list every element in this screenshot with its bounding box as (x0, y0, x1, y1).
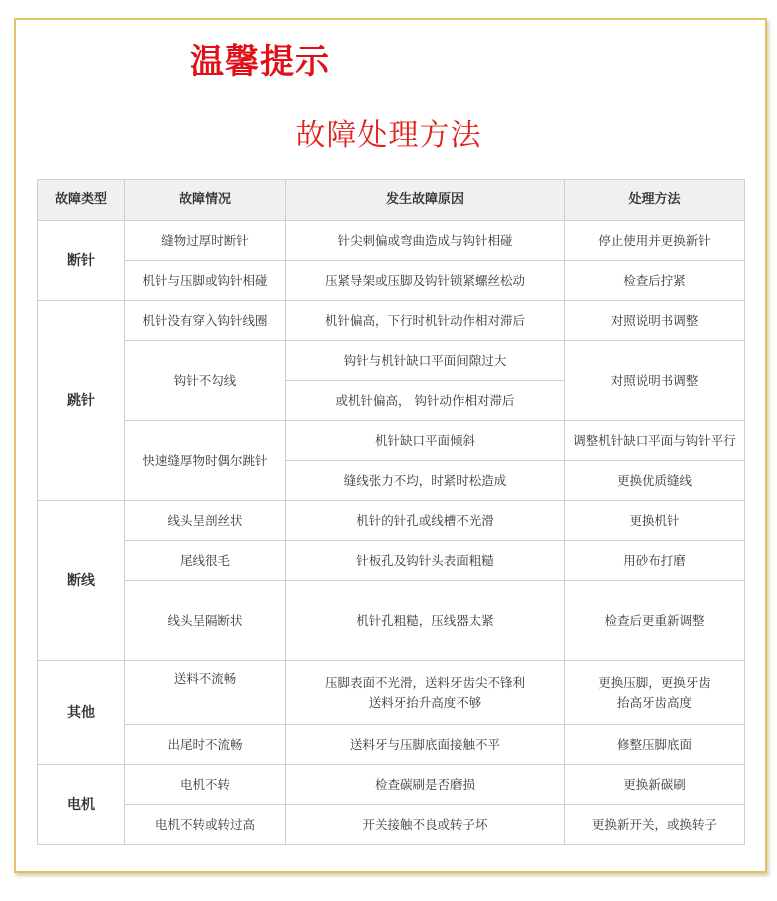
table-row (38, 581, 745, 661)
table-row (38, 341, 745, 381)
cause-cell: 缝线张力不均，时紧时松造成 (286, 461, 565, 501)
cause-cell: 针尖刺偏或弯曲造成与钩针相碰 (286, 221, 565, 261)
fix-cell: 停止使用并更换新针 (565, 221, 745, 261)
troubleshooting-table (37, 179, 745, 845)
situation-cell: 机针与压脚或钩针相碰 (125, 261, 286, 301)
cause-cell: 压紧导架或压脚及钩针锁紧螺丝松动 (286, 261, 565, 301)
type-cell: 其他 (38, 661, 125, 765)
cause-cell: 机针的针孔或线槽不光滑 (286, 501, 565, 541)
fix-cell: 对照说明书调整 (565, 341, 745, 421)
table-row (38, 805, 745, 845)
cause-cell: 机针缺口平面倾斜 (286, 421, 565, 461)
table-row (38, 541, 745, 581)
cause-cell (286, 661, 565, 725)
situation-cell: 尾线很毛 (125, 541, 286, 581)
notice-title: 温馨提示 (190, 42, 330, 82)
cause-cell: 开关接触不良或转子坏 (286, 805, 565, 845)
cause-cell: 钩针与机针缺口平面间隙过大 (286, 341, 565, 381)
type-cell: 断线 (38, 501, 125, 661)
fix-cell: 用砂布打磨 (565, 541, 745, 581)
table-header-row (38, 180, 745, 221)
situation-cell: 缝物过厚时断针 (125, 221, 286, 261)
situation-cell: 快速缝厚物时偶尔跳针 (125, 421, 286, 501)
cause-cell: 送料牙与压脚底面接触不平 (286, 725, 565, 765)
cause-cell: 或机针偏高， 钩针动作相对滞后 (286, 381, 565, 421)
situation-cell: 线头呈剖丝状 (125, 501, 286, 541)
fix-cell: 更换优质缝线 (565, 461, 745, 501)
header-fault-cause: 发生故障原因 (286, 180, 565, 221)
fix-cell (565, 661, 745, 725)
cause-line: 压脚表面不光滑，送料牙齿尖不锋利 (324, 674, 525, 690)
fix-cell: 更换机针 (565, 501, 745, 541)
table-row (38, 501, 745, 541)
cause-cell: 检查碳刷是否磨损 (286, 765, 565, 805)
section-title: 故障处理方法 (295, 118, 482, 153)
type-cell: 跳针 (38, 301, 125, 501)
fix-cell: 修整压脚底面 (565, 725, 745, 765)
situation-cell: 机针没有穿入钩针线圈 (125, 301, 286, 341)
cause-cell: 机针孔粗糙，压线器太紧 (286, 581, 565, 661)
cause-cell: 机针偏高，下行时机针动作相对滞后 (286, 301, 565, 341)
fix-line: 更换压脚，更换牙齿 (598, 674, 711, 690)
table-row (38, 261, 745, 301)
table-row (38, 765, 745, 805)
situation-cell: 线头呈隔断状 (125, 581, 286, 661)
fix-cell: 检查后更重新调整 (565, 581, 745, 661)
fix-cell: 调整机针缺口平面与钩针平行 (565, 421, 745, 461)
cause-line: 送料牙抬升高度不够 (368, 694, 482, 710)
table-row (38, 661, 745, 725)
situation-cell: 电机不转或转过高 (125, 805, 286, 845)
fix-cell: 更换新开关，或换转子 (565, 805, 745, 845)
fix-cell: 更换新碳刷 (565, 765, 745, 805)
type-cell: 电机 (38, 765, 125, 845)
cause-cell: 针板孔及钩针头表面粗糙 (286, 541, 565, 581)
header-fault-situation: 故障情况 (125, 180, 286, 221)
fix-line: 抬高牙齿高度 (616, 694, 692, 710)
situation-cell: 送料不流畅 (125, 661, 286, 725)
table-row (38, 725, 745, 765)
situation-cell: 钩针不勾线 (125, 341, 286, 421)
header-fault-type: 故障类型 (38, 180, 125, 221)
header-fix-method: 处理方法 (565, 180, 745, 221)
table-row (38, 221, 745, 261)
situation-cell: 出尾时不流畅 (125, 725, 286, 765)
table-row (38, 301, 745, 341)
fix-cell: 对照说明书调整 (565, 301, 745, 341)
fix-cell: 检查后拧紧 (565, 261, 745, 301)
type-cell: 断针 (38, 221, 125, 301)
situation-cell: 电机不转 (125, 765, 286, 805)
table-row (38, 421, 745, 461)
